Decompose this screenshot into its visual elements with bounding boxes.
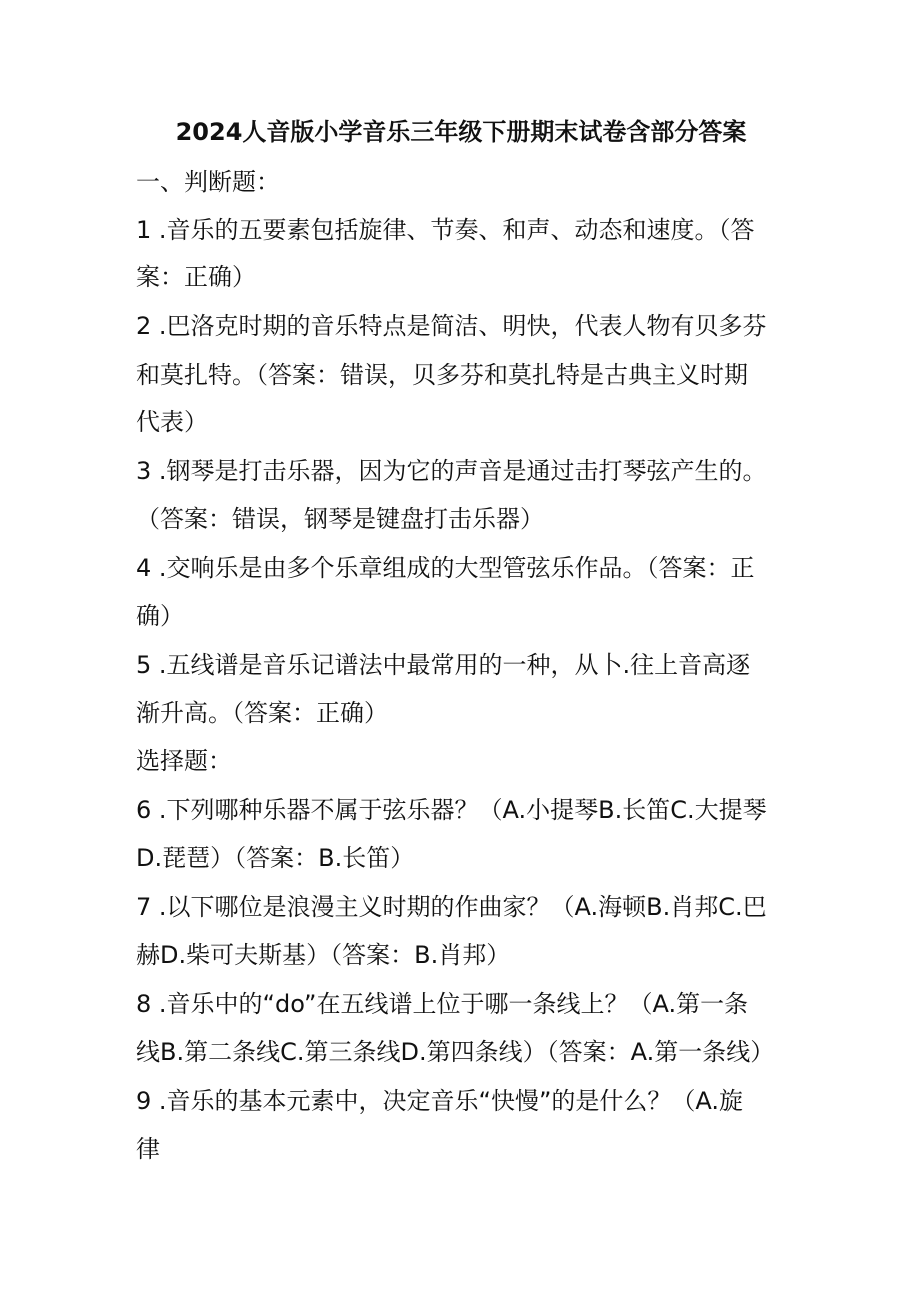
question-8-line-2: 线B.第二条线C.第三条线D.第四条线）（答案：A.第一条线） — [136, 1038, 775, 1066]
question-9-line-1: 9 .音乐的基本元素中，决定音乐“快慢”的是什么？（A.旋 — [136, 1087, 744, 1115]
question-7-line-1: 7 .以下哪位是浪漫主义时期的作曲家？（A.海顿B.肖邦C.巴 — [136, 893, 767, 921]
question-2-line-3: 代表） — [136, 408, 208, 436]
question-1-line-2: 案：正确） — [136, 263, 256, 291]
question-9-line-2: 律 — [136, 1135, 160, 1163]
question-5-line-2: 渐升高。（答案：正确） — [136, 699, 388, 727]
question-3-line-1: 3 .钢琴是打击乐器，因为它的声音是通过击打琴弦产生的。 — [136, 457, 767, 485]
question-2-line-2: 和莫扎特。（答案：错误，贝多芬和莫扎特是古典主义时期 — [136, 361, 748, 389]
document-title: 2024人音版小学音乐三年级下册期末试卷含部分答案 — [175, 118, 747, 146]
section-heading-true-false: 一、判断题： — [136, 168, 280, 196]
question-7-line-2: 赫D.柴可夫斯基）（答案：B.肖邦） — [136, 941, 511, 969]
question-6-line-2: D.琵琶）（答案：B.长笛） — [136, 844, 415, 872]
section-heading-multiple-choice: 选择题： — [136, 747, 232, 775]
question-4-line-1: 4 .交响乐是由多个乐章组成的大型管弦乐作品。（答案：正 — [136, 554, 755, 582]
question-6-line-1: 6 .下列哪种乐器不属于弦乐器？（A.小提琴B.长笛C.大提琴 — [136, 796, 767, 824]
question-8-line-1: 8 .音乐中的“do”在五线谱上位于哪一条线上？（A.第一条 — [136, 990, 749, 1018]
question-2-line-1: 2 .巴洛克时期的音乐特点是简洁、明快，代表人物有贝多芬 — [136, 312, 767, 340]
question-1-line-1: 1 .音乐的五要素包括旋律、节奏、和声、动态和速度。（答 — [136, 216, 755, 244]
question-5-line-1: 5 .五线谱是音乐记谱法中最常用的一种，从卜.往上音高逐 — [136, 651, 751, 679]
question-3-line-2: （答案：错误，钢琴是键盘打击乐器） — [136, 505, 544, 533]
question-4-line-2: 确） — [136, 602, 184, 630]
